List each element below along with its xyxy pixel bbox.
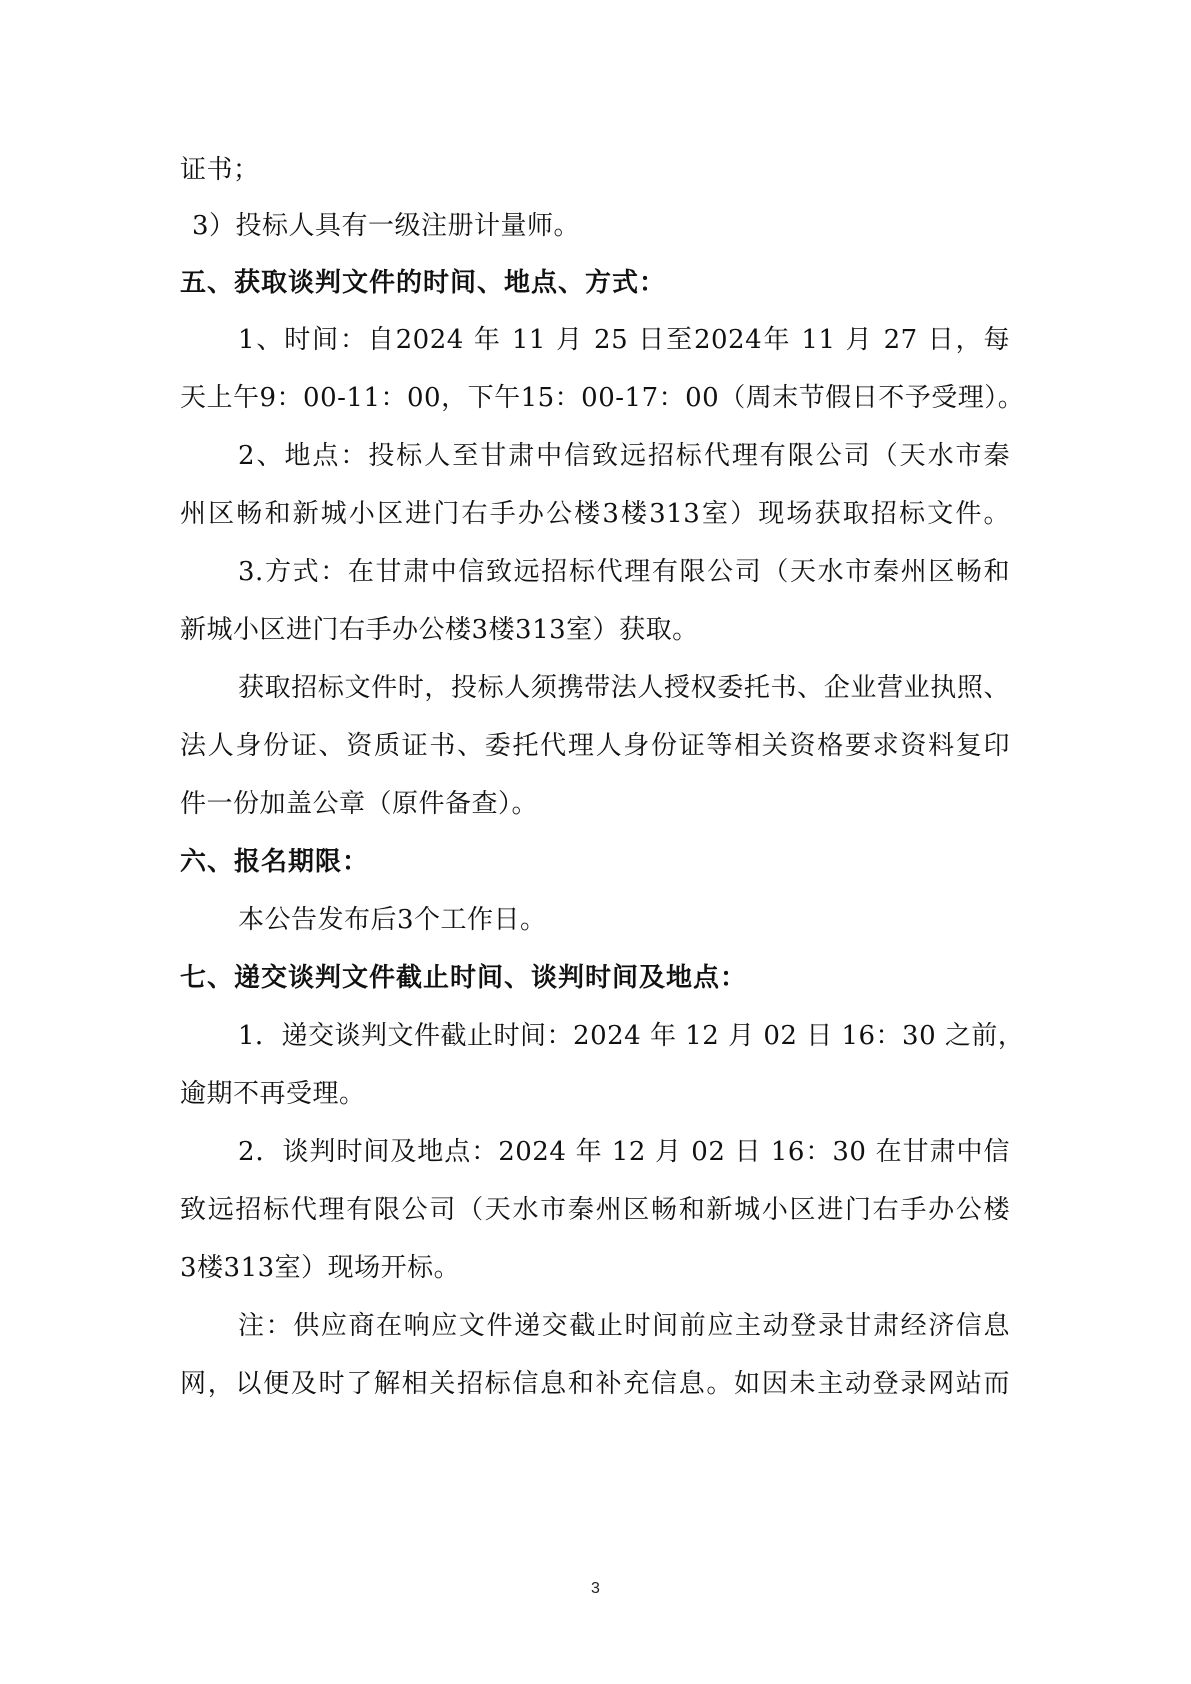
paragraph-line: 件一份加盖公章（原件备查）。 (180, 789, 539, 819)
paragraph-line: 网，以便及时了解相关招标信息和补充信息。如因未主动登录网站而 (180, 1369, 1010, 1399)
paragraph-line: 致远招标代理有限公司（天水市秦州区畅和新城小区进门右手办公楼 (180, 1195, 1010, 1225)
paragraph-line: 法人身份证、资质证书、委托代理人身份证等相关资格要求资料复印 (180, 731, 1010, 761)
paragraph-line: 获取招标文件时，投标人须携带法人授权委托书、企业营业执照、 (238, 673, 1010, 703)
paragraph-line: 注：供应商在响应文件递交截止时间前应主动登录甘肃经济信息 (238, 1311, 1010, 1341)
paragraph-line: 州区畅和新城小区进门右手办公楼3楼313室）现场获取招标文件。 (180, 499, 1010, 529)
page-number: 3 (591, 1580, 600, 1597)
paragraph-line: 逾期不再受理。 (180, 1079, 366, 1109)
paragraph-line: 证书； (180, 155, 260, 185)
paragraph-line: 3.方式：在甘肃中信致远招标代理有限公司（天水市秦州区畅和 (238, 557, 1010, 587)
paragraph-line: 2．谈判时间及地点：2024 年 12 月 02 日 16：30 在甘肃中信 (238, 1137, 1010, 1167)
paragraph-line: 天上午9：00-11：00，下午15：00-17：00（周末节假日不予受理）。 (180, 383, 1025, 413)
paragraph-line: 3楼313室）现场开标。 (180, 1253, 461, 1283)
paragraph-line: 新城小区进门右手办公楼3楼313室）获取。 (180, 615, 699, 645)
paragraph-line: 1．递交谈判文件截止时间：2024 年 12 月 02 日 16：30 之前， (238, 1021, 1025, 1051)
section-heading-7: 七、递交谈判文件截止时间、谈判时间及地点： (180, 963, 748, 993)
section-heading-5: 五、获取谈判文件的时间、地点、方式： (180, 268, 667, 298)
paragraph-line: 3）投标人具有一级注册计量师。 (192, 211, 581, 241)
paragraph-line: 1、时间：自2024 年 11 月 25 日至2024年 11 月 27 日，每 (238, 325, 1010, 355)
paragraph-line: 2、地点：投标人至甘肃中信致远招标代理有限公司（天水市秦 (238, 441, 1010, 471)
paragraph-line: 本公告发布后3个工作日。 (238, 905, 547, 935)
section-heading-6: 六、报名期限： (180, 847, 370, 877)
